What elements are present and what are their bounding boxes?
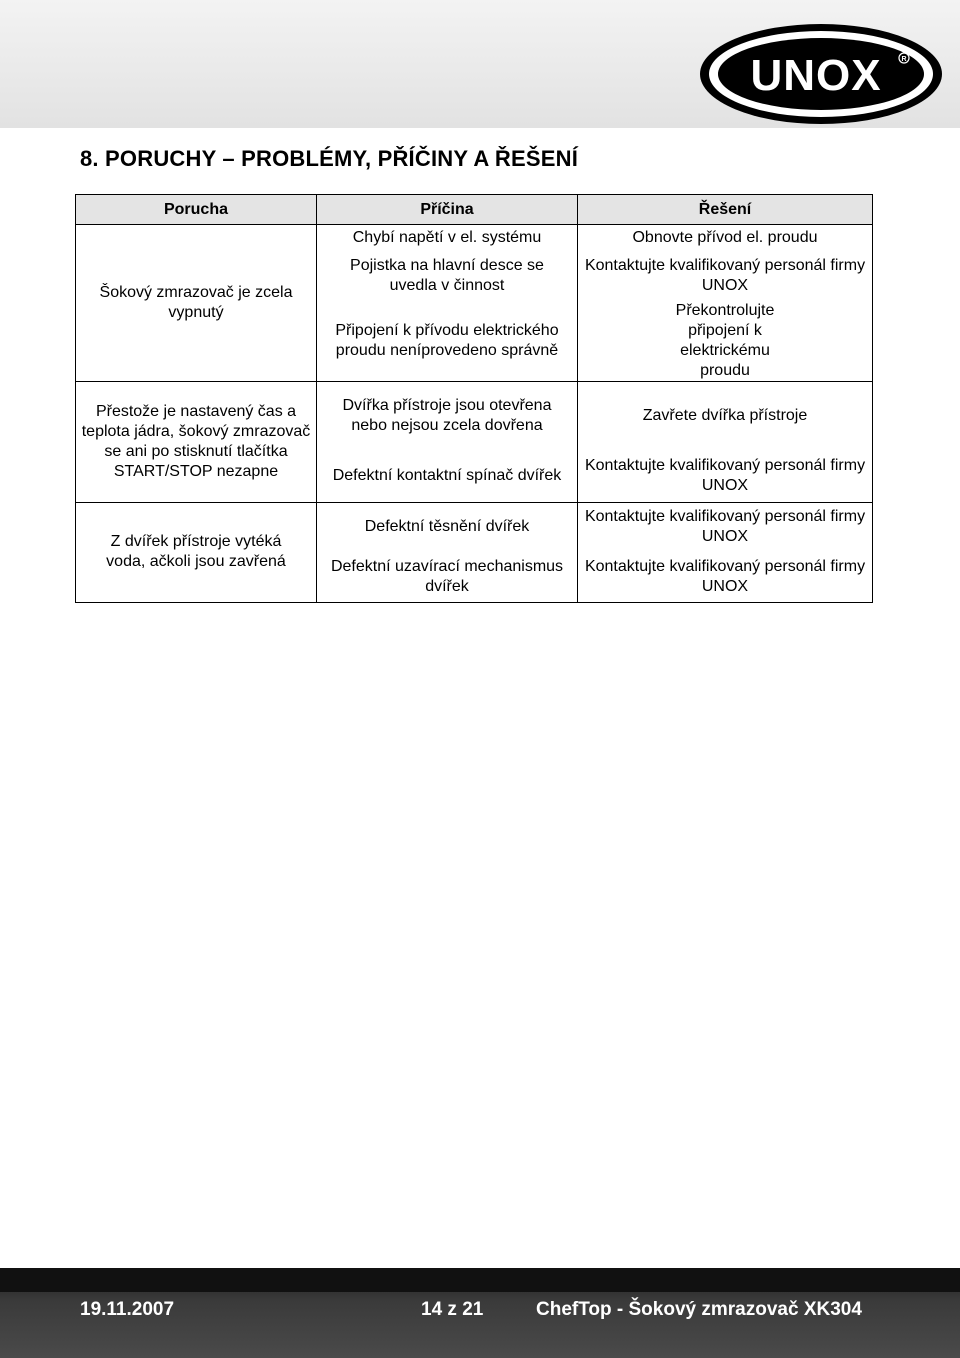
footer-date: 19.11.2007	[80, 1299, 175, 1320]
table-header-row	[76, 195, 873, 225]
table-row	[76, 502, 873, 552]
section-title: 8. PORUCHY – PROBLÉMY, PŘÍČINY A ŘEŠENÍ	[80, 146, 579, 171]
solution-cell: Překontrolujte připojení k elektrickému proudu	[578, 301, 873, 382]
logo-wordmark: UNOX	[750, 51, 882, 100]
solution-cell: Kontaktujte kvalifikovaný personál firmy UNOX	[578, 251, 873, 301]
fault-cell: Z dvířek přístroje vytéká voda, ačkoli jsou zavřená	[76, 502, 317, 602]
footer-strip	[0, 1268, 960, 1292]
cause-cell: Chybí napětí v el. systému	[317, 225, 578, 251]
table-row	[76, 225, 873, 251]
solution-cell: Zavřete dvířka přístroje	[578, 381, 873, 451]
troubleshooting-table	[75, 194, 873, 603]
header-solution: Řešení	[578, 195, 873, 225]
table-row	[76, 381, 873, 451]
solution-cell: Kontaktujte kvalifikovaný personál firmy UNOX	[578, 552, 873, 602]
fault-cell: Šokový zmrazovač je zcela vypnutý	[76, 225, 317, 382]
cause-cell: Dvířka přístroje jsou otevřena nebo nejsou zcela dovřena	[317, 381, 578, 451]
footer-page-number: 14 z 21	[421, 1299, 484, 1320]
cause-cell: Defektní těsnění dvířek	[317, 502, 578, 552]
solution-cell: Obnovte přívod el. proudu	[578, 225, 873, 251]
cause-cell: Pojistka na hlavní desce se uvedla v činnost	[317, 251, 578, 301]
solution-cell: Kontaktujte kvalifikovaný personál firmy UNOX	[578, 451, 873, 502]
footer-document-title: ChefTop - Šokový zmrazovač XK304	[536, 1299, 862, 1320]
solution-cell: Kontaktujte kvalifikovaný personál firmy UNOX	[578, 502, 873, 552]
cause-cell: Defektní kontaktní spínač dvířek	[317, 451, 578, 502]
cause-cell: Připojení k přívodu elektrického proudu neníprovedeno správně	[317, 301, 578, 382]
header-cause: Příčina	[317, 195, 578, 225]
fault-cell: Přestože je nastavený čas a teplota jádra, šokový zmrazovač se ani po stisknutí tlačítka START/STOP nezapne	[76, 381, 317, 502]
svg-text:R: R	[901, 56, 907, 63]
unox-logo	[698, 22, 944, 126]
header-fault: Porucha	[76, 195, 317, 225]
cause-cell: Defektní uzavírací mechanismus dvířek	[317, 552, 578, 602]
